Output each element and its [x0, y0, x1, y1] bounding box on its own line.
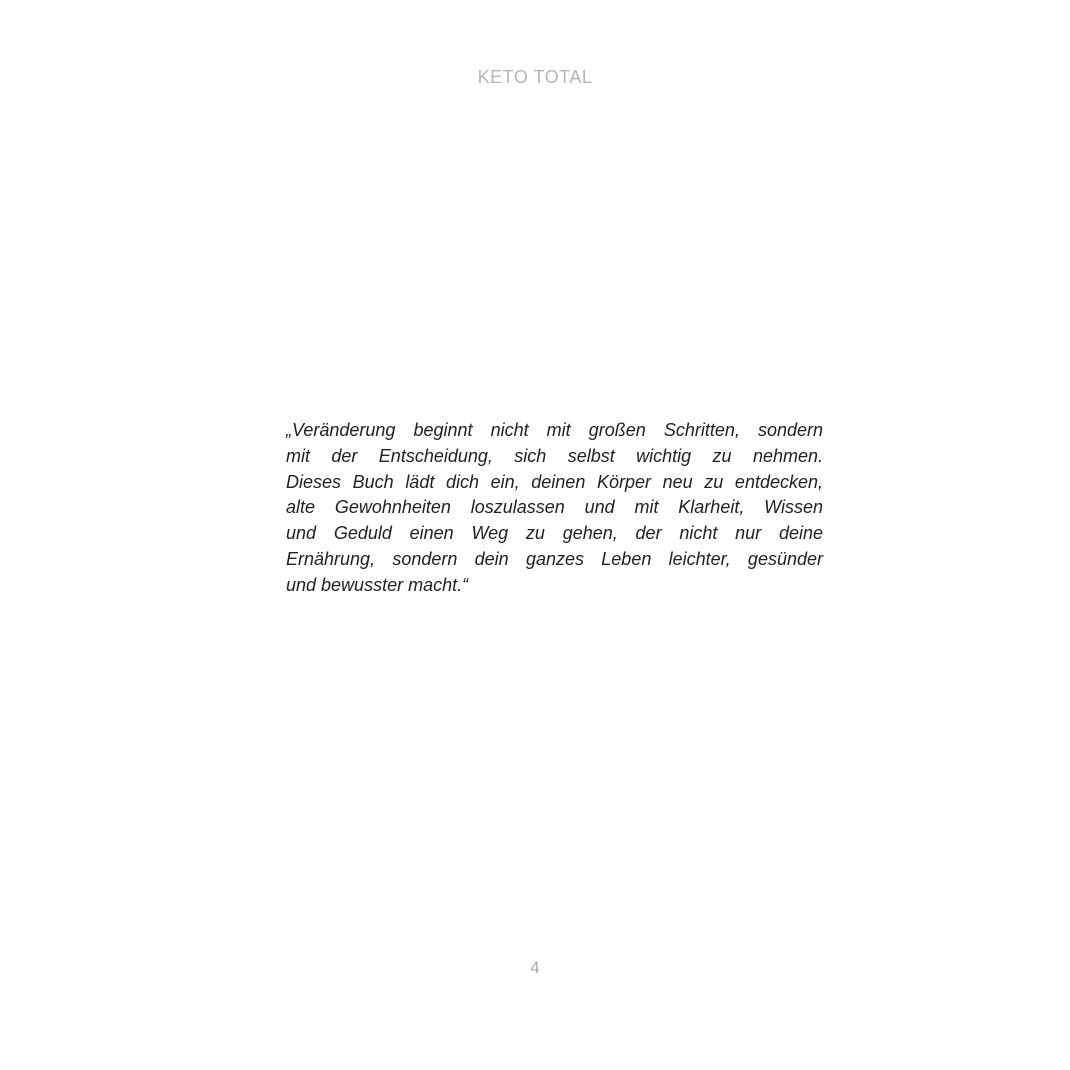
quote-line: alte Gewohnheiten loszulassen und mit Klarheit, Wissen — [286, 497, 823, 518]
quote-line: und Geduld einen Weg zu gehen, der nicht nur deine — [286, 523, 823, 544]
quote-line: mit der Entscheidung, sich selbst wichtig zu nehmen. — [286, 445, 823, 466]
page-number: 4 — [530, 958, 540, 977]
quote-line: „Veränderung beginnt nicht mit großen Schritten, sondern — [286, 420, 823, 440]
running-header: KETO TOTAL — [477, 67, 593, 87]
quote-line: Dieses Buch lädt dich ein, deinen Körper neu zu entdecken, — [286, 471, 823, 492]
quote-line: und bewusster macht.“ — [286, 574, 469, 595]
quote-block — [286, 418, 823, 599]
quote-line: Ernährung, sondern dein ganzes Leben leichter, gesünder — [286, 548, 823, 569]
